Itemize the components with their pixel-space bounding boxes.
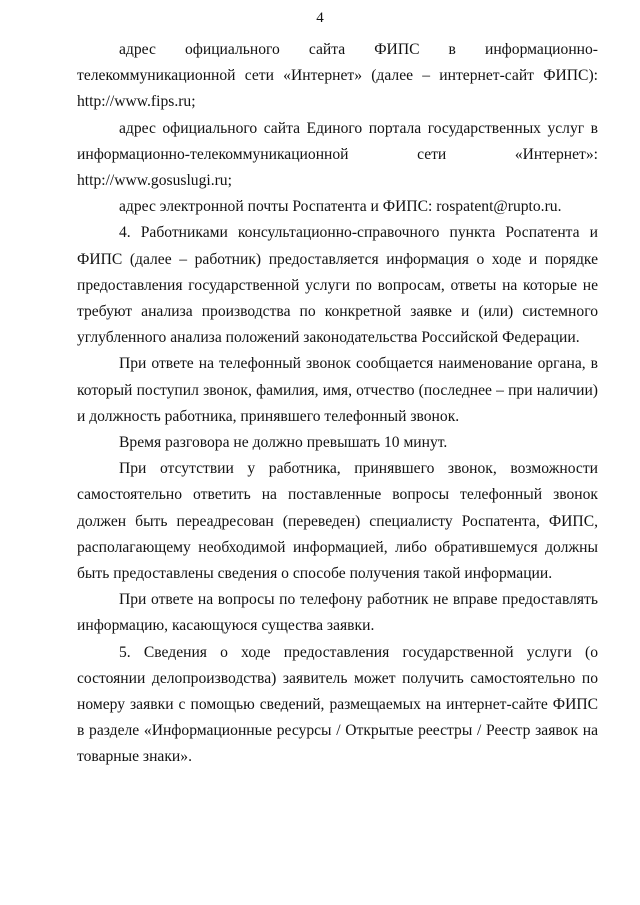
paragraph-item-5: 5. Сведения о ходе предоставления государственной услуги (о состоянии делопроизводства) заявитель может получить самостоятельно по номеру заявки с помощью сведений, размещаемых на интернет-сайте ФИПС в разделе «Информационные ресурсы / Открытые реестры / Реестр заявок на товарные знаки».: [77, 643, 598, 766]
paragraph-phone-restriction: При ответе на вопросы по телефону работник не вправе предоставлять информацию, касающуюся существа заявки.: [77, 591, 598, 635]
paragraph-fips-site: адрес официального сайта ФИПС в информационно-телекоммуникационной сети «Интернет» (далее – интернет-сайт ФИПС): http://www.fips.ru;: [77, 41, 598, 111]
paragraph-call-duration: Время разговора не должно превышать 10 минут.: [119, 434, 448, 452]
paragraph-phone-answer: При ответе на телефонный звонок сообщается наименование органа, в который поступил звонок, фамилия, имя, отчество (последнее – при наличии) и должность работника, принявшего телефонный звонок.: [77, 355, 598, 425]
paragraph-call-redirect: При отсутствии у работника, принявшего звонок, возможности самостоятельно ответить на поставленные вопросы телефонный звонок должен быть переадресован (переведен) специалисту Роспатента, ФИПС, располагающему необходимой информацией, либо обратившемуся должны быть предоставлены сведения о способе получения такой информации.: [77, 460, 598, 583]
paragraph-item-4: 4. Работниками консультационно-справочного пункта Роспатента и ФИПС (далее – работник) предоставляется информация о ходе и порядке предоставления государственной услуги по вопросам, ответы на которые не требуют анализа производства по конкретной заявке и (или) системного углубленного анализа положений законодательства Российской Федерации.: [77, 224, 598, 347]
paragraph-gosuslugi-site: адрес официального сайта Единого портала государственных услуг в информационно-телекоммуникационной сети «Интернет»: http://www.gosuslugi.ru;: [77, 119, 598, 190]
paragraph-email: адрес электронной почты Роспатента и ФИПС: rospatent@rupto.ru.: [119, 198, 562, 216]
document-body: [77, 37, 598, 771]
page-number: 4: [316, 10, 324, 26]
